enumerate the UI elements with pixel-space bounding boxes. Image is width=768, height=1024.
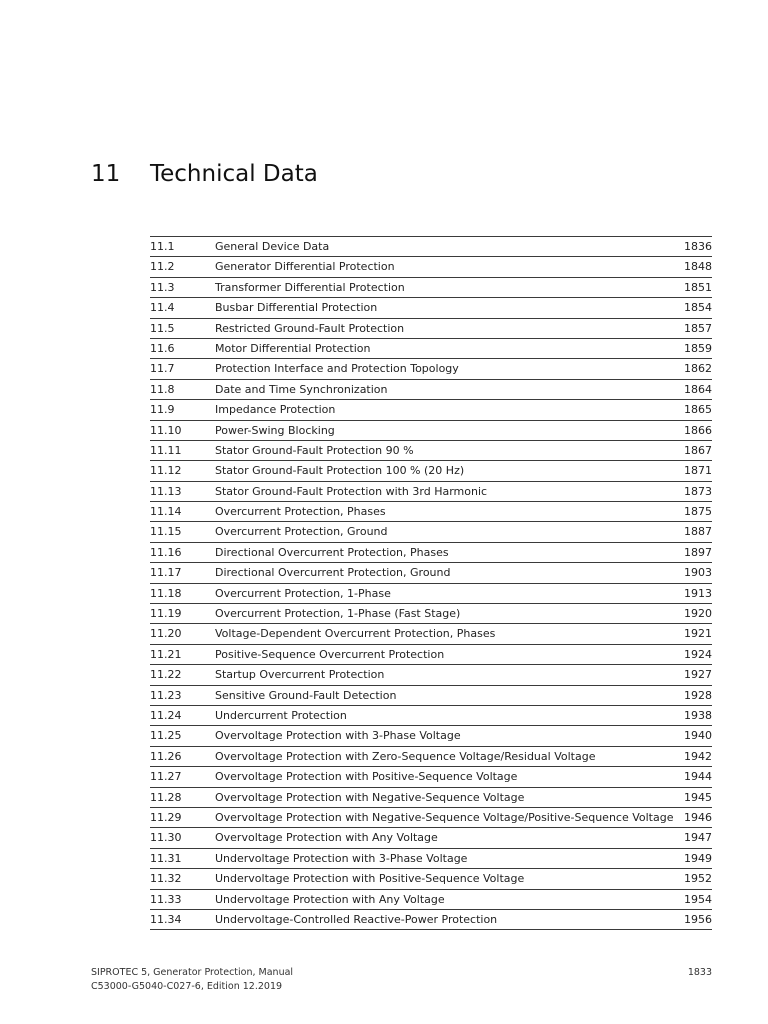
toc-page-number: 1952 — [684, 872, 712, 886]
toc-section-number: 11.14 — [150, 505, 182, 519]
toc-section-number: 11.7 — [150, 362, 175, 376]
toc-section-title[interactable]: Startup Overcurrent Protection — [215, 668, 385, 682]
toc-page-number: 1866 — [684, 423, 712, 437]
toc-page-number: 1851 — [684, 280, 712, 294]
toc-section-title[interactable]: Motor Differential Protection — [215, 341, 371, 355]
toc-section-title[interactable]: Restricted Ground-Fault Protection — [215, 321, 405, 335]
toc-section-title[interactable]: Date and Time Synchronization — [215, 382, 388, 396]
toc-section-number: 11.1 — [150, 240, 175, 253]
toc-section-number: 11.24 — [150, 708, 182, 722]
toc-section-title[interactable]: Overvoltage Protection with Positive-Sequence Voltage — [215, 770, 518, 784]
toc-section-title[interactable]: Protection Interface and Protection Topology — [215, 362, 459, 376]
toc-row[interactable] — [150, 645, 712, 665]
toc-section-number: 11.6 — [150, 341, 175, 355]
toc-page-number: 1928 — [684, 688, 712, 702]
toc-row[interactable] — [150, 482, 712, 502]
toc-row[interactable] — [150, 767, 712, 787]
toc-page-number: 1887 — [684, 525, 712, 539]
toc-row[interactable] — [150, 726, 712, 746]
toc-section-title[interactable]: Generator Differential Protection — [215, 260, 395, 274]
toc-section-title[interactable]: Overcurrent Protection, 1-Phase — [215, 586, 391, 600]
footer-edition: C53000-G5040-C027-6, Edition 12.2019 — [91, 981, 283, 992]
toc-row[interactable] — [150, 319, 712, 339]
toc-row[interactable] — [150, 441, 712, 461]
toc-row[interactable] — [150, 584, 712, 604]
toc-page-number: 1924 — [684, 647, 712, 661]
toc-row[interactable] — [150, 788, 712, 808]
toc-section-number: 11.19 — [150, 607, 182, 621]
toc-row[interactable] — [150, 808, 712, 828]
toc-section-number: 11.22 — [150, 668, 182, 682]
toc-page-number: 1897 — [684, 545, 712, 559]
table-of-contents — [150, 236, 712, 930]
toc-section-number: 11.34 — [150, 912, 182, 926]
toc-page-number: 1921 — [684, 627, 712, 641]
toc-row[interactable] — [150, 604, 712, 624]
toc-section-number: 11.25 — [150, 729, 182, 743]
toc-page-number: 1945 — [684, 790, 712, 804]
toc-row[interactable] — [150, 461, 712, 481]
toc-page-number: 1857 — [684, 321, 712, 335]
toc-page-number: 1942 — [684, 749, 712, 763]
toc-row[interactable] — [150, 849, 712, 869]
toc-section-number: 11.27 — [150, 770, 182, 784]
toc-section-title[interactable]: Impedance Protection — [215, 403, 336, 417]
chapter-title: Technical Data — [150, 161, 318, 187]
toc-row[interactable] — [150, 298, 712, 318]
toc-section-title[interactable]: Overvoltage Protection with 3-Phase Voltage — [215, 729, 461, 743]
toc-section-number: 11.23 — [150, 688, 182, 702]
toc-page-number: 1865 — [684, 403, 712, 417]
toc-section-number: 11.10 — [150, 423, 182, 437]
toc-section-number: 11.17 — [150, 566, 182, 580]
toc-page-number: 1956 — [684, 912, 712, 926]
toc-section-title[interactable]: Busbar Differential Protection — [215, 301, 378, 315]
toc-page-number: 1949 — [684, 851, 712, 865]
toc-page-number: 1864 — [684, 382, 712, 396]
toc-page-number: 1873 — [684, 484, 712, 498]
toc-section-number: 11.28 — [150, 790, 182, 804]
toc-row[interactable] — [150, 421, 712, 441]
toc-section-title[interactable]: Stator Ground-Fault Protection 100 % (20 Hz) — [215, 464, 465, 478]
toc-section-number: 11.30 — [150, 831, 182, 845]
toc-section-title[interactable]: Undercurrent Protection — [215, 708, 347, 722]
toc-section-number: 11.5 — [150, 321, 175, 335]
toc-section-title[interactable]: Voltage-Dependent Overcurrent Protection, Phases — [215, 627, 496, 641]
toc-row[interactable] — [150, 686, 712, 706]
toc-section-title[interactable]: Overcurrent Protection, 1-Phase (Fast Stage) — [215, 607, 461, 621]
toc-section-title[interactable]: Undervoltage Protection with Any Voltage — [215, 892, 445, 906]
toc-section-title[interactable]: Directional Overcurrent Protection, Ground — [215, 566, 451, 580]
toc-section-number: 11.15 — [150, 525, 182, 539]
toc-section-number: 11.16 — [150, 545, 182, 559]
toc-page-number: 1875 — [684, 505, 712, 519]
toc-section-number: 11.20 — [150, 627, 182, 641]
toc-row[interactable] — [150, 910, 712, 930]
toc-section-number: 11.32 — [150, 872, 182, 886]
toc-section-title[interactable]: Overvoltage Protection with Negative-Sequence Voltage — [215, 790, 525, 804]
toc-section-title[interactable]: Directional Overcurrent Protection, Phases — [215, 545, 449, 559]
toc-page-number: 1867 — [684, 443, 712, 457]
toc-section-title[interactable]: Overvoltage Protection with Negative-Sequence Voltage/Positive-Sequence Voltage — [215, 810, 674, 824]
toc-row[interactable] — [150, 278, 712, 298]
toc-row[interactable] — [150, 543, 712, 563]
toc-row[interactable] — [150, 890, 712, 910]
toc-page-number: 1927 — [684, 668, 712, 682]
toc-row[interactable] — [150, 359, 712, 379]
toc-section-title[interactable]: Undervoltage Protection with Positive-Sequence Voltage — [215, 872, 525, 886]
toc-row[interactable] — [150, 237, 712, 257]
toc-page-number: 1854 — [684, 301, 712, 315]
toc-page-number: 1954 — [684, 892, 712, 906]
toc-row[interactable] — [150, 502, 712, 522]
toc-page-number: 1903 — [684, 566, 712, 580]
toc-page-number: 1947 — [684, 831, 712, 845]
toc-row[interactable] — [150, 665, 712, 685]
toc-section-number: 11.21 — [150, 647, 182, 661]
toc-section-number: 11.4 — [150, 301, 175, 315]
toc-section-title[interactable]: General Device Data — [215, 240, 330, 253]
toc-section-number: 11.9 — [150, 403, 175, 417]
toc-page-number: 1862 — [684, 362, 712, 376]
toc-row[interactable] — [150, 522, 712, 542]
chapter-number: 11 — [91, 161, 121, 187]
toc-row[interactable] — [150, 563, 712, 583]
toc-page-number: 1859 — [684, 341, 712, 355]
toc-row[interactable] — [150, 706, 712, 726]
toc-section-number: 11.8 — [150, 382, 175, 396]
toc-page-number: 1946 — [684, 810, 712, 824]
toc-section-number: 11.33 — [150, 892, 182, 906]
footer-document-info — [91, 966, 293, 994]
toc-section-title[interactable]: Stator Ground-Fault Protection 90 % — [215, 443, 414, 457]
toc-section-number: 11.11 — [150, 443, 182, 457]
toc-section-number: 11.18 — [150, 586, 182, 600]
toc-section-number: 11.2 — [150, 260, 175, 274]
toc-section-title[interactable]: Sensitive Ground-Fault Detection — [215, 688, 397, 702]
toc-section-title[interactable]: Positive-Sequence Overcurrent Protection — [215, 647, 445, 661]
toc-row[interactable] — [150, 339, 712, 359]
toc-section-title[interactable]: Undervoltage Protection with 3-Phase Voltage — [215, 851, 468, 865]
toc-page-number: 1920 — [684, 607, 712, 621]
toc-section-number: 11.13 — [150, 484, 182, 498]
toc-page-number: 1938 — [684, 708, 712, 722]
footer-manual-title: SIPROTEC 5, Generator Protection, Manual — [91, 967, 294, 978]
toc-section-number: 11.3 — [150, 280, 175, 294]
toc-section-title[interactable]: Power-Swing Blocking — [215, 423, 335, 437]
toc-row[interactable] — [150, 869, 712, 889]
toc-section-number: 11.26 — [150, 749, 182, 763]
toc-section-title[interactable]: Overcurrent Protection, Phases — [215, 505, 386, 519]
toc-row[interactable] — [150, 828, 712, 848]
toc-page-number: 1871 — [684, 464, 712, 478]
toc-page-number: 1944 — [684, 770, 712, 784]
toc-page-number: 1848 — [684, 260, 712, 274]
toc-row[interactable] — [150, 400, 712, 420]
toc-row[interactable] — [150, 380, 712, 400]
toc-page-number: 1913 — [684, 586, 712, 600]
toc-section-title[interactable]: Undervoltage-Controlled Reactive-Power Protection — [215, 912, 498, 926]
toc-section-number: 11.31 — [150, 851, 182, 865]
toc-section-number: 11.12 — [150, 464, 182, 478]
toc-section-number: 11.29 — [150, 810, 182, 824]
toc-row[interactable] — [150, 624, 712, 644]
toc-row[interactable] — [150, 747, 712, 767]
toc-section-title[interactable]: Overcurrent Protection, Ground — [215, 525, 388, 539]
toc-section-title[interactable]: Overvoltage Protection with Any Voltage — [215, 831, 438, 845]
toc-section-title[interactable]: Transformer Differential Protection — [215, 280, 405, 294]
footer-page-number: 1833 — [687, 967, 712, 978]
toc-section-title[interactable]: Overvoltage Protection with Zero-Sequence Voltage/Residual Voltage — [215, 749, 596, 763]
toc-page-number: 1836 — [684, 240, 712, 253]
chapter-heading — [91, 158, 711, 190]
toc-page-number: 1940 — [684, 729, 712, 743]
toc-section-title[interactable]: Stator Ground-Fault Protection with 3rd Harmonic — [215, 484, 488, 498]
toc-row[interactable] — [150, 257, 712, 277]
